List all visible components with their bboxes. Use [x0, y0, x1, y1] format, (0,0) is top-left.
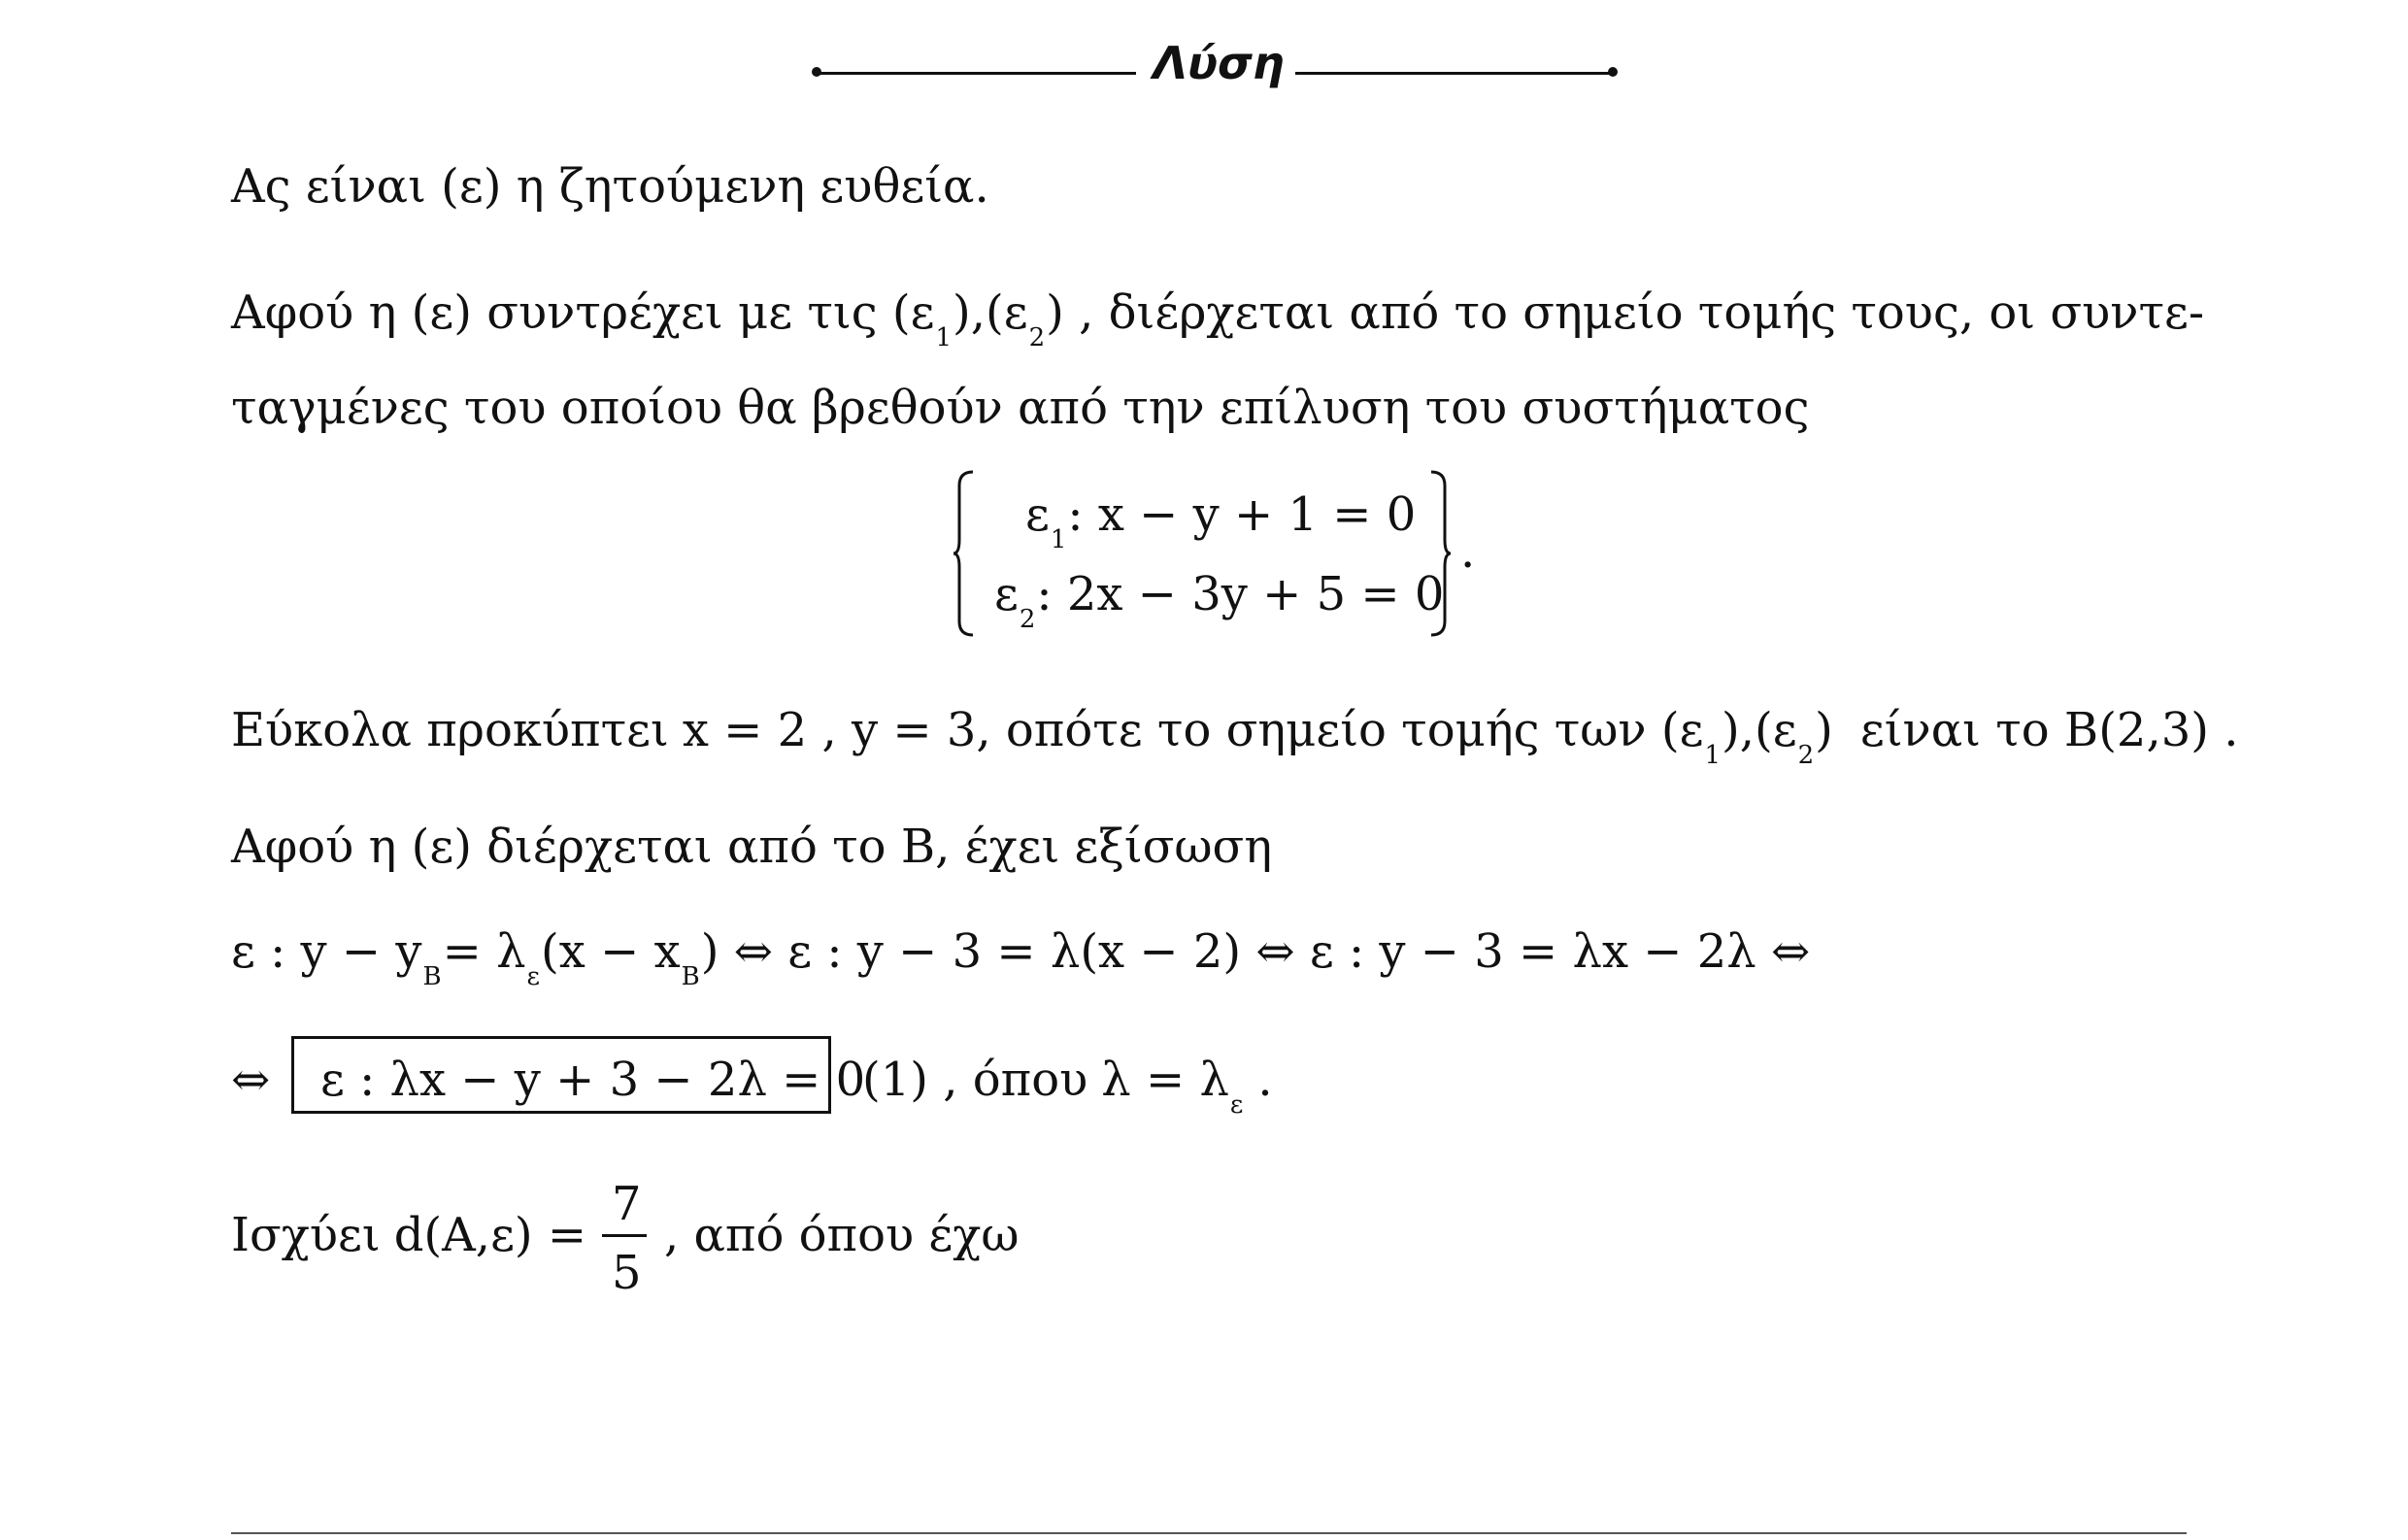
subscript: 1: [1050, 525, 1067, 554]
subscript: 2: [1797, 741, 1815, 770]
subscript: ε: [1229, 1090, 1244, 1120]
left-brace: [952, 470, 977, 637]
eps: ε: [994, 567, 1019, 621]
paragraph-passes-b: Αφού η (ε) διέρχεται από το Β, έχει εξίσωση: [231, 820, 1273, 874]
text: ),(ε: [1722, 703, 1797, 757]
footer-rule: [231, 1532, 2187, 1534]
fraction-bar: [602, 1234, 647, 1237]
text: είναι το Β(2,3) .: [1859, 703, 2239, 757]
text: ): [1815, 703, 1833, 757]
text: , οπότε το σημείο τομής των (ε: [976, 703, 1704, 757]
fraction-denominator: 5: [612, 1246, 642, 1300]
subscript: 1: [1704, 741, 1721, 770]
eps: ε: [1025, 487, 1050, 542]
paragraph-concurrent-cont: ταγμένες του οποίου θα βρεθούν από την επίλυση του συστήματος: [231, 381, 1810, 435]
text: (1) , όπου: [862, 1053, 1088, 1107]
text: ) , διέρχεται από το σημείο τομής τους, οι συντε-: [1046, 285, 2205, 340]
subscript: ε: [526, 962, 541, 991]
system-row-2: [994, 567, 1445, 634]
equation: : x − y + 1 = 0: [1067, 487, 1417, 542]
paragraph-concurrent: [231, 285, 2205, 352]
subscript: Β: [422, 962, 442, 991]
header-left-rule: [818, 72, 1136, 75]
system-period: .: [1460, 524, 1476, 579]
subscript: 1: [935, 323, 952, 352]
text: ),(ε: [952, 285, 1028, 340]
iff-symbol: ⇔: [231, 1053, 271, 1107]
eq-part: (x − x: [541, 924, 681, 979]
section-title: Λύση: [1153, 37, 1285, 89]
equation: : 2x − 3y + 5 = 0: [1036, 567, 1445, 621]
system-row-1: [1025, 487, 1417, 554]
equation-note: [862, 1053, 1273, 1120]
eq-part: ) ⇔ ε : y − 3 = λ(x − 2) ⇔ ε : y − 3 = λx − 2λ ⇔: [700, 924, 1811, 979]
header-right-rule: [1295, 72, 1614, 75]
distance-continuation: , από όπου έχω: [664, 1208, 1020, 1262]
distance-statement: [231, 1208, 587, 1262]
equation-derivation: [231, 924, 1811, 991]
text: Αφού η (ε) συντρέχει με τις (ε: [231, 285, 935, 340]
paragraph-intro: Ας είναι (ε) η ζητούμενη ευθεία.: [231, 159, 989, 214]
right-brace: [1427, 470, 1453, 637]
period: .: [1257, 1053, 1273, 1107]
paragraph-intersection: [231, 703, 2239, 770]
text: Εύκολα προκύπτει: [231, 703, 669, 757]
subscript: Β: [681, 962, 700, 991]
text: Ισχύει: [231, 1208, 381, 1262]
subscript: 2: [1028, 323, 1046, 352]
lambda-eq: λ = λ: [1101, 1053, 1229, 1107]
fraction-numerator: 7: [612, 1177, 642, 1231]
coords: x = 2 , y = 3: [682, 703, 977, 757]
header-right-dot: [1608, 67, 1618, 77]
eq-part: ε : y − y: [231, 924, 422, 979]
distance-expr: d(Α,ε) =: [393, 1208, 587, 1262]
eq-part: = λ: [442, 924, 526, 979]
boxed-equation: ε : λx − y + 3 − 2λ = 0: [320, 1053, 866, 1107]
subscript: 2: [1019, 605, 1036, 634]
